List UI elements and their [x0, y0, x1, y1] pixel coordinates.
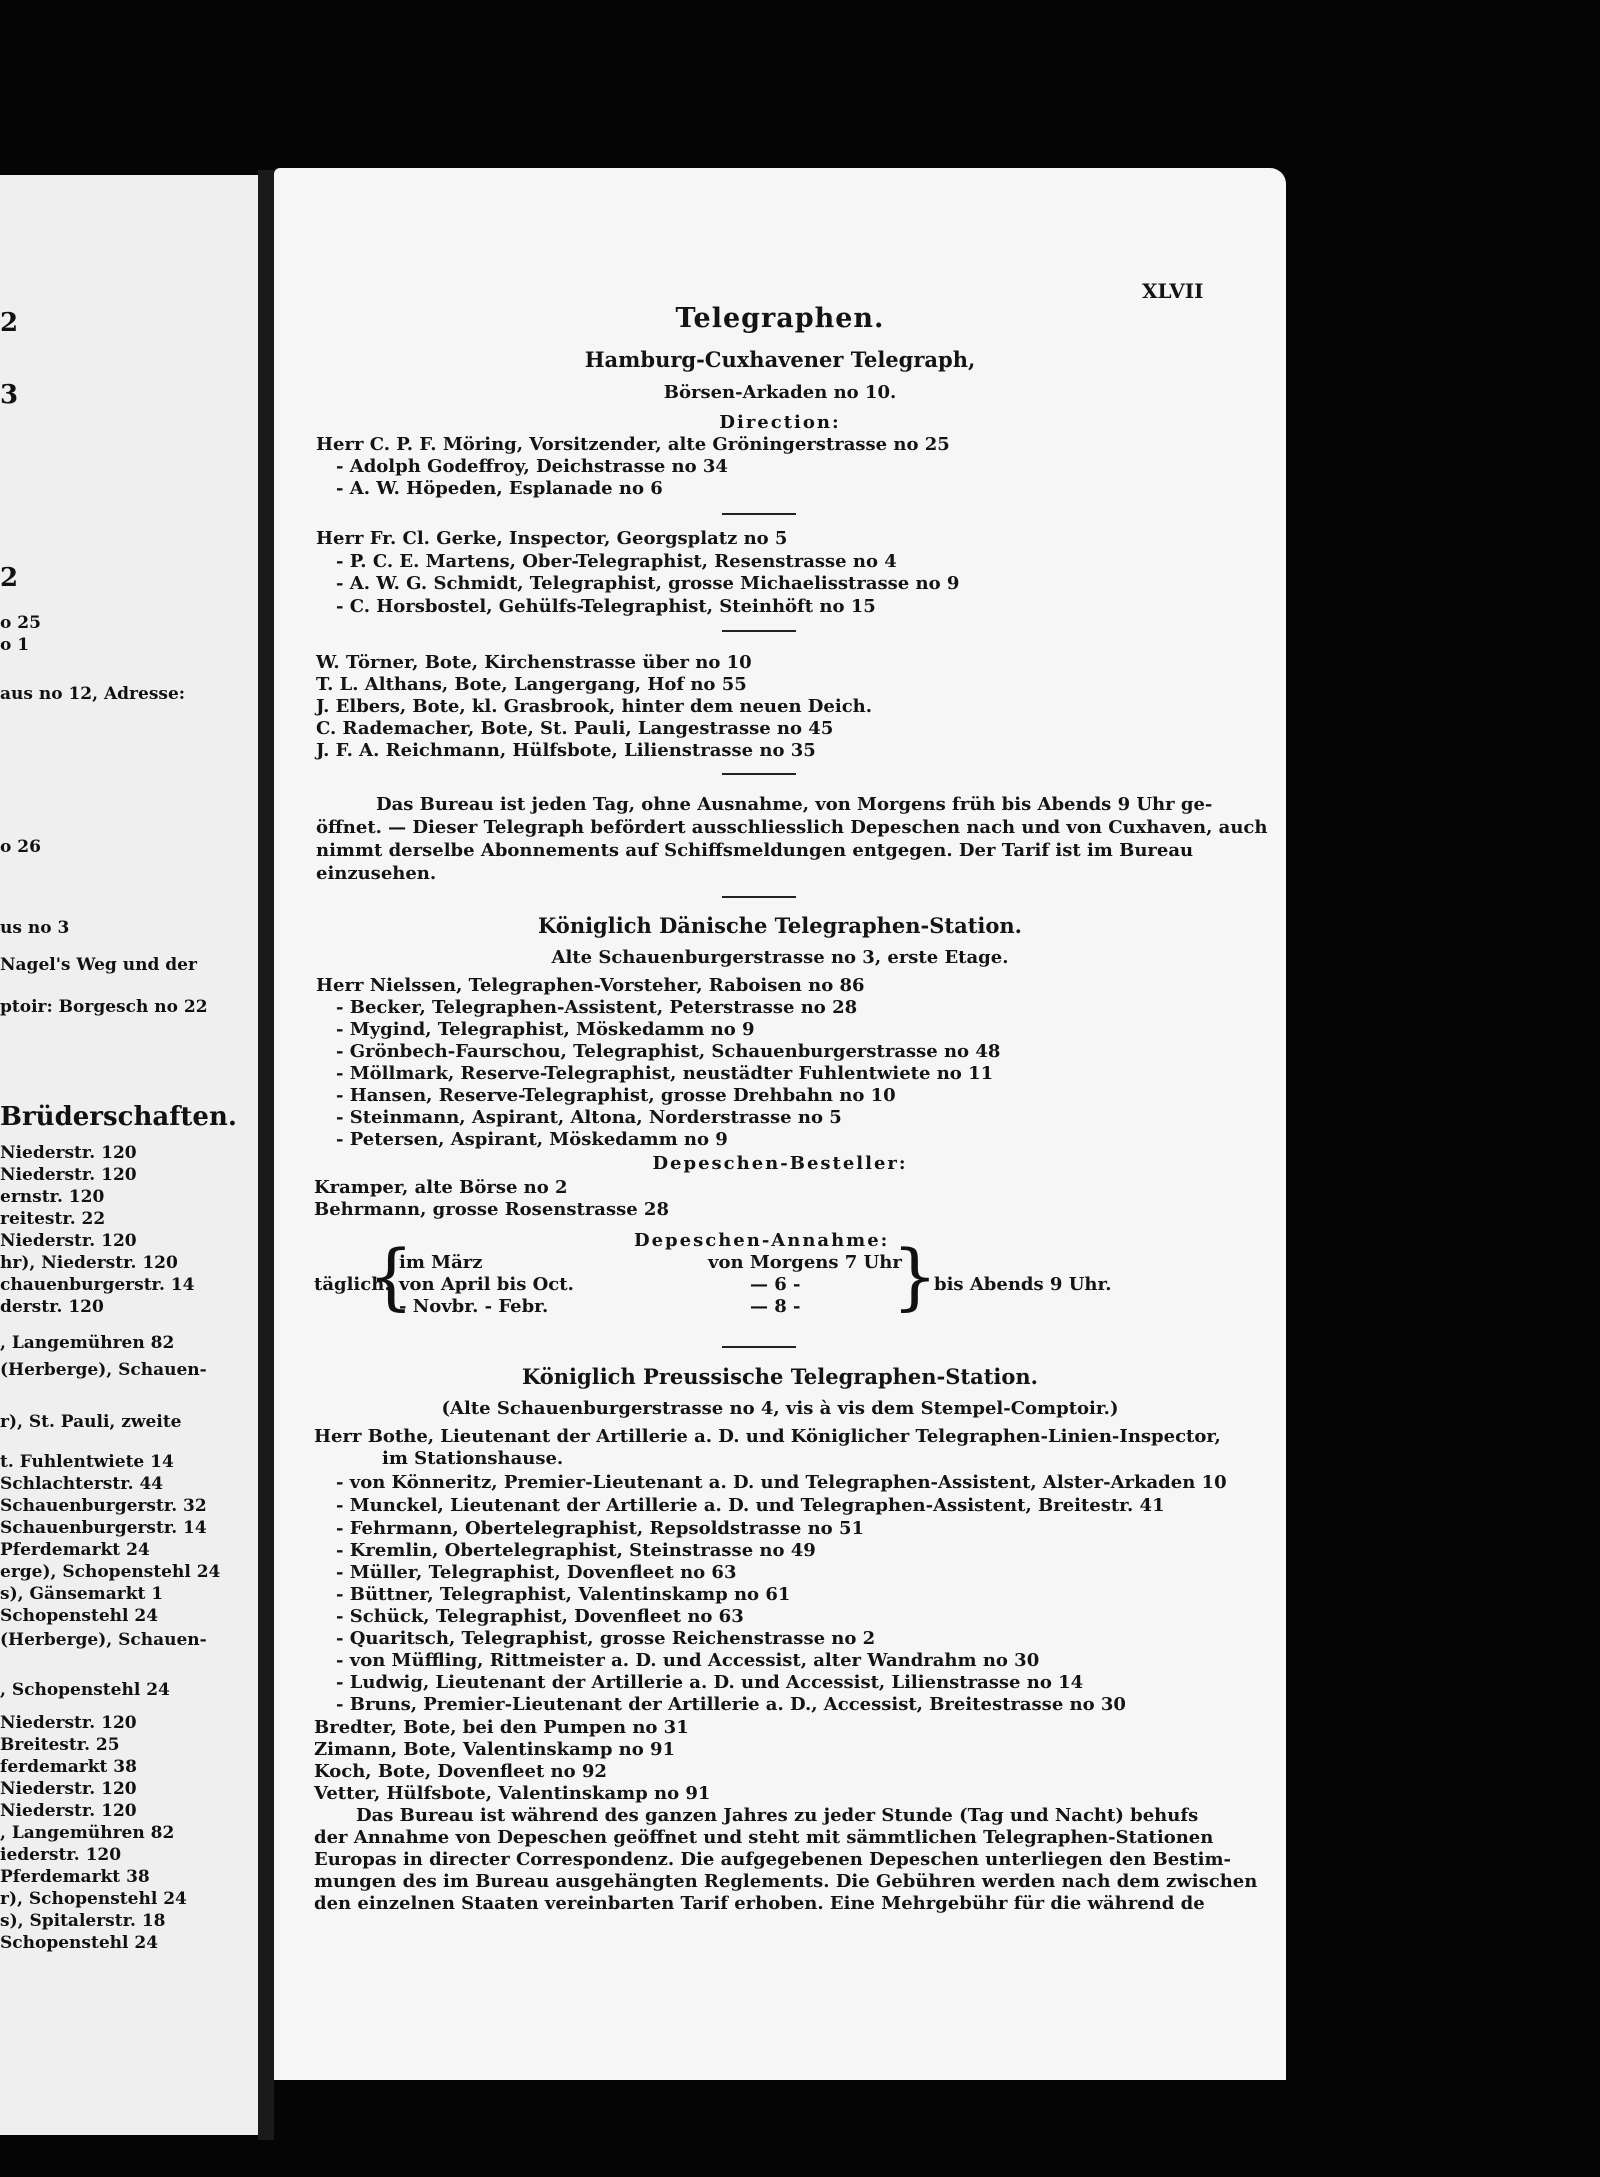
left-line: Schlachterstr. 44: [0, 1474, 164, 1494]
left-line: Pferdemarkt 24: [0, 1540, 150, 1560]
left-line: Niederstr. 120: [0, 1231, 137, 1251]
danish-staff: - Hansen, Reserve-Telegraphist, grosse Drehbahn no 10: [336, 1085, 896, 1106]
left-line: , Langemühren 82: [0, 1823, 175, 1843]
prussian-notice: den einzelnen Staaten vereinbarten Tarif erhoben. Eine Mehrgebühr für die während de: [314, 1893, 1205, 1914]
left-line: Schopenstehl 24: [0, 1933, 159, 1953]
danish-staff: - Steinmann, Aspirant, Altona, Norderstrasse no 5: [336, 1107, 842, 1128]
prussian-notice: der Annahme von Depeschen geöffnet und steht mit sämmtlichen Telegraphen-Stationen: [314, 1827, 1214, 1848]
schedule-period: - Novbr. - Febr.: [399, 1296, 549, 1317]
left-line: , Schopenstehl 24: [0, 1680, 170, 1700]
left-line: (Herberge), Schauen-: [0, 1630, 207, 1650]
notice-line: Das Bureau ist jeden Tag, ohne Ausnahme, von Morgens früh bis Abends 9 Uhr ge-: [376, 794, 1213, 815]
book-gutter: [258, 170, 274, 2140]
prussian-notice: mungen des im Bureau ausgehängten Reglements. Die Gebühren werden nach dem zwischen: [314, 1871, 1258, 1892]
left-line: t. Fuhlentwiete 14: [0, 1452, 174, 1472]
prussian-messenger: Vetter, Hülfsbote, Valentinskamp no 91: [314, 1783, 711, 1804]
prussian-address: (Alte Schauenburgerstrasse no 4, vis à vis dem Stempel-Comptoir.): [441, 1398, 1119, 1419]
schedule-period: im März: [399, 1252, 483, 1273]
left-line: r), St. Pauli, zweite: [0, 1412, 182, 1432]
danish-staff: - Möllmark, Reserve-Telegraphist, neustädter Fuhlentwiete no 11: [336, 1063, 994, 1084]
prussian-staff: - Ludwig, Lieutenant der Artillerie a. D. und Accessist, Lilienstrasse no 14: [336, 1672, 1084, 1693]
left-line: Niederstr. 120: [0, 1779, 137, 1799]
prussian-staff: - Bruns, Premier-Lieutenant der Artillerie a. D., Accessist, Breitestrasse no 30: [336, 1694, 1126, 1715]
left-line: iederstr. 120: [0, 1845, 122, 1865]
prussian-staff: - Fehrmann, Obertelegraphist, Repsoldstrasse no 51: [336, 1518, 865, 1539]
left-line: 2: [0, 563, 19, 593]
notice-line: einzusehen.: [316, 863, 437, 884]
prussian-messenger: Koch, Bote, Dovenfleet no 92: [314, 1761, 607, 1782]
schedule-from: — 6 -: [750, 1274, 801, 1295]
direction-entry: Herr C. P. F. Möring, Vorsitzender, alte Gröningerstrasse no 25: [316, 434, 950, 455]
prussian-staff: - von Müffling, Rittmeister a. D. und Accessist, alter Wandrahm no 30: [336, 1650, 1040, 1671]
staff-entry: - C. Horsbostel, Gehülfs-Telegraphist, Steinhöft no 15: [336, 596, 876, 617]
prussian-staff: - Büttner, Telegraphist, Valentinskamp no 61: [336, 1584, 791, 1605]
left-line: s), Spitalerstr. 18: [0, 1911, 166, 1931]
bearers-label: Depeschen-Besteller:: [652, 1153, 908, 1174]
schedule-from: von Morgens 7 Uhr: [708, 1252, 902, 1273]
left-line: Schopenstehl 24: [0, 1606, 159, 1626]
prussian-staff: im Stationshause.: [382, 1448, 564, 1469]
left-line: Pferdemarkt 38: [0, 1867, 150, 1887]
cuxhaven-address: Börsen-Arkaden no 10.: [663, 382, 897, 403]
prussian-staff: Herr Bothe, Lieutenant der Artillerie a. D. und Königlicher Telegraphen-Linien-Inspector,: [314, 1426, 1221, 1447]
divider: [722, 630, 796, 632]
left-line: o 25: [0, 613, 41, 633]
danish-address: Alte Schauenburgerstrasse no 3, erste Etage.: [551, 947, 1009, 968]
divider: [722, 896, 796, 898]
danish-staff: - Mygind, Telegraphist, Möskedamm no 9: [336, 1019, 755, 1040]
messenger-entry: W. Törner, Bote, Kirchenstrasse über no 10: [316, 652, 752, 673]
danish-heading: Königlich Dänische Telegraphen-Station.: [538, 913, 1022, 938]
left-line: s), Gänsemarkt 1: [0, 1584, 164, 1604]
left-line: Breitestr. 25: [0, 1735, 120, 1755]
messenger-entry: J. Elbers, Bote, kl. Grasbrook, hinter dem neuen Deich.: [316, 696, 873, 717]
left-line: us no 3: [0, 918, 70, 938]
left-line: o 26: [0, 837, 41, 857]
left-line: ferdemarkt 38: [0, 1757, 137, 1777]
prussian-messenger: Zimann, Bote, Valentinskamp no 91: [314, 1739, 676, 1760]
danish-staff: Herr Nielssen, Telegraphen-Vorsteher, Raboisen no 86: [316, 975, 865, 996]
divider: [722, 513, 796, 515]
left-line: hr), Niederstr. 120: [0, 1253, 178, 1273]
notice-line: nimmt derselbe Abonnements auf Schiffsmeldungen entgegen. Der Tarif ist im Bureau: [316, 840, 1194, 861]
danish-staff: - Becker, Telegraphen-Assistent, Peterstrasse no 28: [336, 997, 858, 1018]
danish-staff: - Grönbech-Faurschou, Telegraphist, Schauenburgerstrasse no 48: [336, 1041, 1001, 1062]
bearer-entry: Behrmann, grosse Rosenstrasse 28: [314, 1199, 669, 1220]
left-line: derstr. 120: [0, 1297, 104, 1317]
left-line: r), Schopenstehl 24: [0, 1889, 187, 1909]
prussian-notice: Europas in directer Correspondenz. Die aufgegebenen Depeschen unterliegen den Bestim-: [314, 1849, 1231, 1870]
divider: [722, 1346, 796, 1348]
left-brace: {: [368, 1234, 414, 1318]
messenger-entry: T. L. Althans, Bote, Langergang, Hof no 55: [316, 674, 747, 695]
left-line: 2: [0, 308, 19, 338]
danish-staff: - Petersen, Aspirant, Möskedamm no 9: [336, 1129, 728, 1150]
left-line: (Herberge), Schauen-: [0, 1360, 207, 1380]
messenger-entry: C. Rademacher, Bote, St. Pauli, Langestrasse no 45: [316, 718, 834, 739]
direction-label: Direction:: [719, 412, 841, 433]
left-line: ptoir: Borgesch no 22: [0, 997, 208, 1017]
left-line: ernstr. 120: [0, 1187, 105, 1207]
prussian-messenger: Bredter, Bote, bei den Pumpen no 31: [314, 1717, 689, 1738]
direction-entry: - Adolph Godeffroy, Deichstrasse no 34: [336, 456, 728, 477]
left-line: Niederstr. 120: [0, 1143, 137, 1163]
notice-line: öffnet. — Dieser Telegraph befördert ausschliesslich Depeschen nach und von Cuxhaven, auch: [316, 817, 1268, 838]
prussian-staff: - Schück, Telegraphist, Dovenfleet no 63: [336, 1606, 744, 1627]
divider: [722, 773, 796, 775]
prussian-staff: - von Könneritz, Premier-Lieutenant a. D. und Telegraphen-Assistent, Alster-Arkaden 10: [336, 1472, 1227, 1493]
page-number: XLVII: [1142, 279, 1204, 303]
until-label: bis Abends 9 Uhr.: [934, 1274, 1112, 1295]
left-line: , Langemühren 82: [0, 1333, 175, 1353]
prussian-heading: Königlich Preussische Telegraphen-Station.: [521, 1364, 1038, 1389]
taeglich-label: täglich:: [314, 1274, 391, 1295]
cuxhaven-heading: Hamburg-Cuxhavener Telegraph,: [584, 347, 976, 372]
staff-entry: - P. C. E. Martens, Ober-Telegraphist, Resenstrasse no 4: [336, 551, 897, 572]
prussian-staff: - Müller, Telegraphist, Dovenfleet no 63: [336, 1562, 737, 1583]
schedule-period: von April bis Oct.: [399, 1274, 574, 1295]
left-line: Schauenburgerstr. 32: [0, 1496, 207, 1516]
prussian-staff: - Kremlin, Obertelegraphist, Steinstrasse no 49: [336, 1540, 816, 1561]
left-line: Nagel's Weg und der: [0, 955, 197, 975]
page-title: Telegraphen.: [675, 303, 885, 334]
left-line: Niederstr. 120: [0, 1713, 137, 1733]
direction-entry: - A. W. Höpeden, Esplanade no 6: [336, 478, 663, 499]
left-line: chauenburgerstr. 14: [0, 1275, 195, 1295]
left-line: Brüderschaften.: [0, 1102, 237, 1132]
left-line: aus no 12, Adresse:: [0, 684, 186, 704]
left-line: Niederstr. 120: [0, 1165, 137, 1185]
left-line: 3: [0, 380, 19, 410]
staff-entry: Herr Fr. Cl. Gerke, Inspector, Georgsplatz no 5: [316, 528, 788, 549]
left-line: Schauenburgerstr. 14: [0, 1518, 207, 1538]
acceptance-label: Depeschen-Annahme:: [634, 1230, 890, 1251]
prussian-staff: - Quaritsch, Telegraphist, grosse Reichenstrasse no 2: [336, 1628, 876, 1649]
left-line: reitestr. 22: [0, 1209, 106, 1229]
left-line: o 1: [0, 635, 30, 655]
prussian-notice: Das Bureau ist während des ganzen Jahres zu jeder Stunde (Tag und Nacht) behufs: [356, 1805, 1199, 1826]
schedule-from: — 8 -: [750, 1296, 801, 1317]
prussian-staff: - Munckel, Lieutenant der Artillerie a. D. und Telegraphen-Assistent, Breitestr. 41: [336, 1495, 1165, 1516]
right-brace: }: [892, 1234, 938, 1318]
bearer-entry: Kramper, alte Börse no 2: [314, 1177, 568, 1198]
left-line: Niederstr. 120: [0, 1801, 137, 1821]
left-line: erge), Schopenstehl 24: [0, 1562, 221, 1582]
left-page-fragment: [0, 175, 262, 2135]
right-page: [274, 168, 1286, 2080]
messenger-entry: J. F. A. Reichmann, Hülfsbote, Lilienstrasse no 35: [316, 740, 816, 761]
staff-entry: - A. W. G. Schmidt, Telegraphist, grosse Michaelisstrasse no 9: [336, 573, 960, 594]
